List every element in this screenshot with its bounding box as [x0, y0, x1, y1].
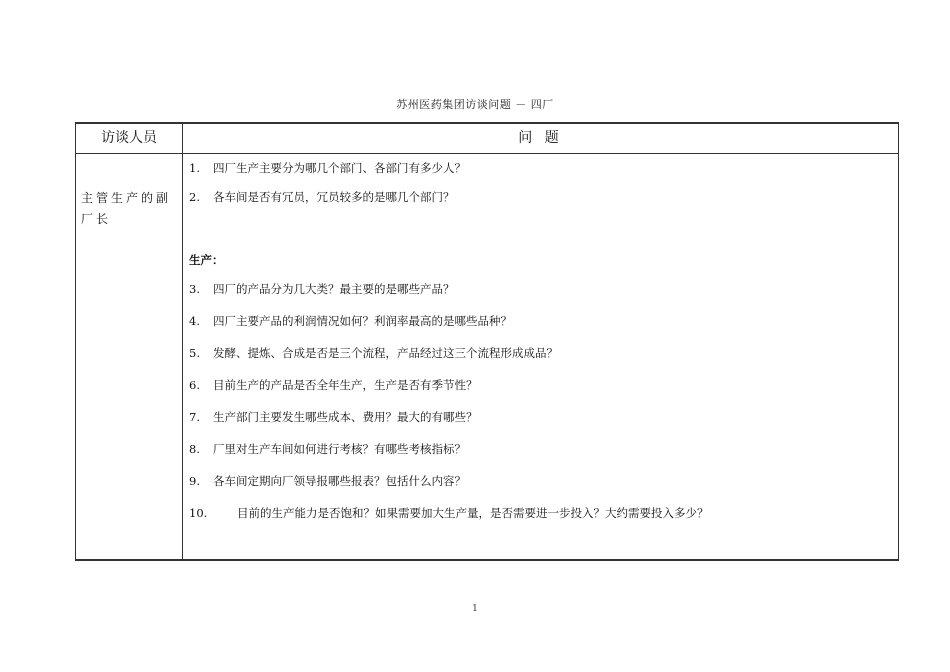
question-number: 2. [189, 190, 200, 204]
interviewee-cell: 主管生产的副厂长 [81, 191, 172, 226]
document-title: 苏州医药集团访谈问题 － 四厂 [396, 98, 554, 111]
question-number: 5. [189, 346, 200, 360]
question-number: 4. [189, 314, 200, 328]
question-item [189, 345, 558, 361]
question-item [189, 409, 478, 425]
question-number: 7. [189, 410, 200, 424]
table-header-row [76, 124, 898, 154]
question-number: 1. [189, 161, 200, 175]
question-text: 各车间是否有冗员，冗员较多的是哪几个部门？ [213, 190, 455, 204]
question-text: 四厂的产品分为几大类？最主要的是哪些产品？ [213, 282, 455, 296]
question-item [189, 313, 512, 329]
column-divider [182, 124, 183, 559]
question-text: 四厂主要产品的利润情况如何？利润率最高的是哪些品种？ [213, 314, 512, 328]
question-text: 目前生产的产品是否全年生产，生产是否有季节性？ [213, 378, 478, 392]
question-item [189, 473, 466, 489]
interview-table [75, 122, 899, 561]
section-label-production: 生产： [189, 253, 224, 267]
question-text: 各车间定期向厂领导报哪些报表？包括什么内容？ [213, 474, 466, 488]
question-item [189, 505, 709, 521]
question-number: 6. [189, 378, 200, 392]
question-item [189, 377, 478, 393]
page-number: 1 [472, 604, 478, 614]
question-item [189, 281, 455, 297]
question-text: 厂里对生产车间如何进行考核？有哪些考核指标？ [213, 442, 466, 456]
question-item [189, 441, 466, 457]
question-text: 目前的生产能力是否饱和？如果需要加大生产量，是否需要进一步投入？大约需要投入多少？ [237, 506, 709, 520]
question-number: 8. [189, 442, 200, 456]
question-text: 四厂生产主要分为哪几个部门、各部门有多少人？ [213, 161, 466, 175]
question-number: 3. [189, 282, 200, 296]
question-item [189, 160, 466, 176]
question-item [189, 189, 455, 205]
header-questions: 问 题 [518, 130, 563, 146]
question-text: 发酵、提炼、合成是否是三个流程，产品经过这三个流程形成成品？ [213, 346, 558, 360]
header-interviewee: 访谈人员 [101, 130, 157, 146]
question-number: 9. [189, 474, 200, 488]
question-text: 生产部门主要发生哪些成本、费用？最大的有哪些？ [213, 410, 478, 424]
question-number: 10. [189, 506, 208, 520]
